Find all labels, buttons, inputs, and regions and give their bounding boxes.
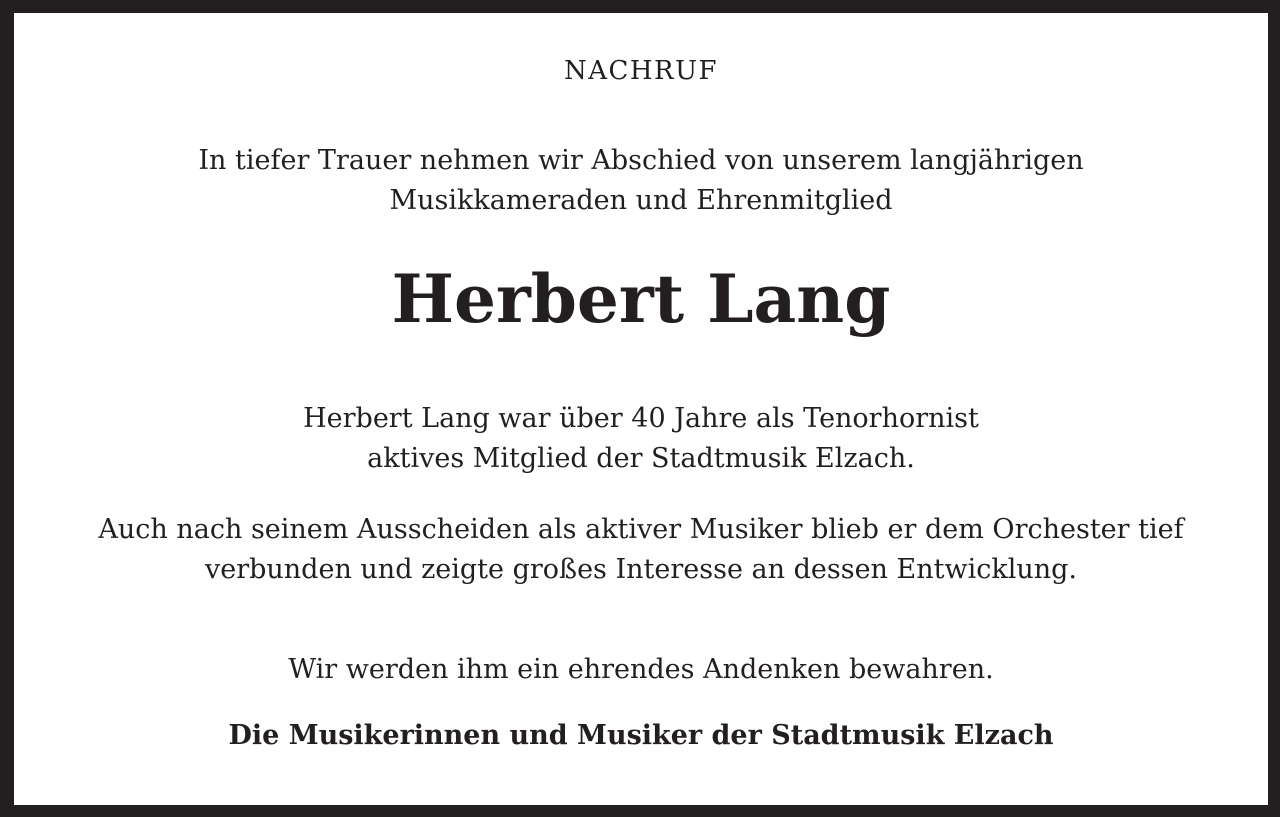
intro-line-1: In tiefer Trauer nehmen wir Abschied von unserem langjährigen	[198, 145, 1084, 176]
notice-heading: NACHRUF	[563, 56, 719, 86]
signature-line: Die Musikerinnen und Musiker der Stadtmusik Elzach	[228, 720, 1054, 751]
paragraph-1-line-2: aktives Mitglied der Stadtmusik Elzach.	[367, 443, 915, 474]
intro-line-2: Musikkameraden und Ehrenmitglied	[389, 185, 893, 216]
paragraph-1-line-1: Herbert Lang war über 40 Jahre als Tenorhornist	[303, 403, 979, 434]
deceased-name: Herbert Lang	[391, 260, 891, 338]
paragraph-2-line-1: Auch nach seinem Ausscheiden als aktiver Musiker blieb er dem Orchester tief	[98, 514, 1184, 545]
paragraph-2-line-2: verbunden und zeigte großes Interesse an dessen Entwicklung.	[204, 554, 1077, 585]
closing-line: Wir werden ihm ein ehrendes Andenken bewahren.	[288, 654, 994, 685]
